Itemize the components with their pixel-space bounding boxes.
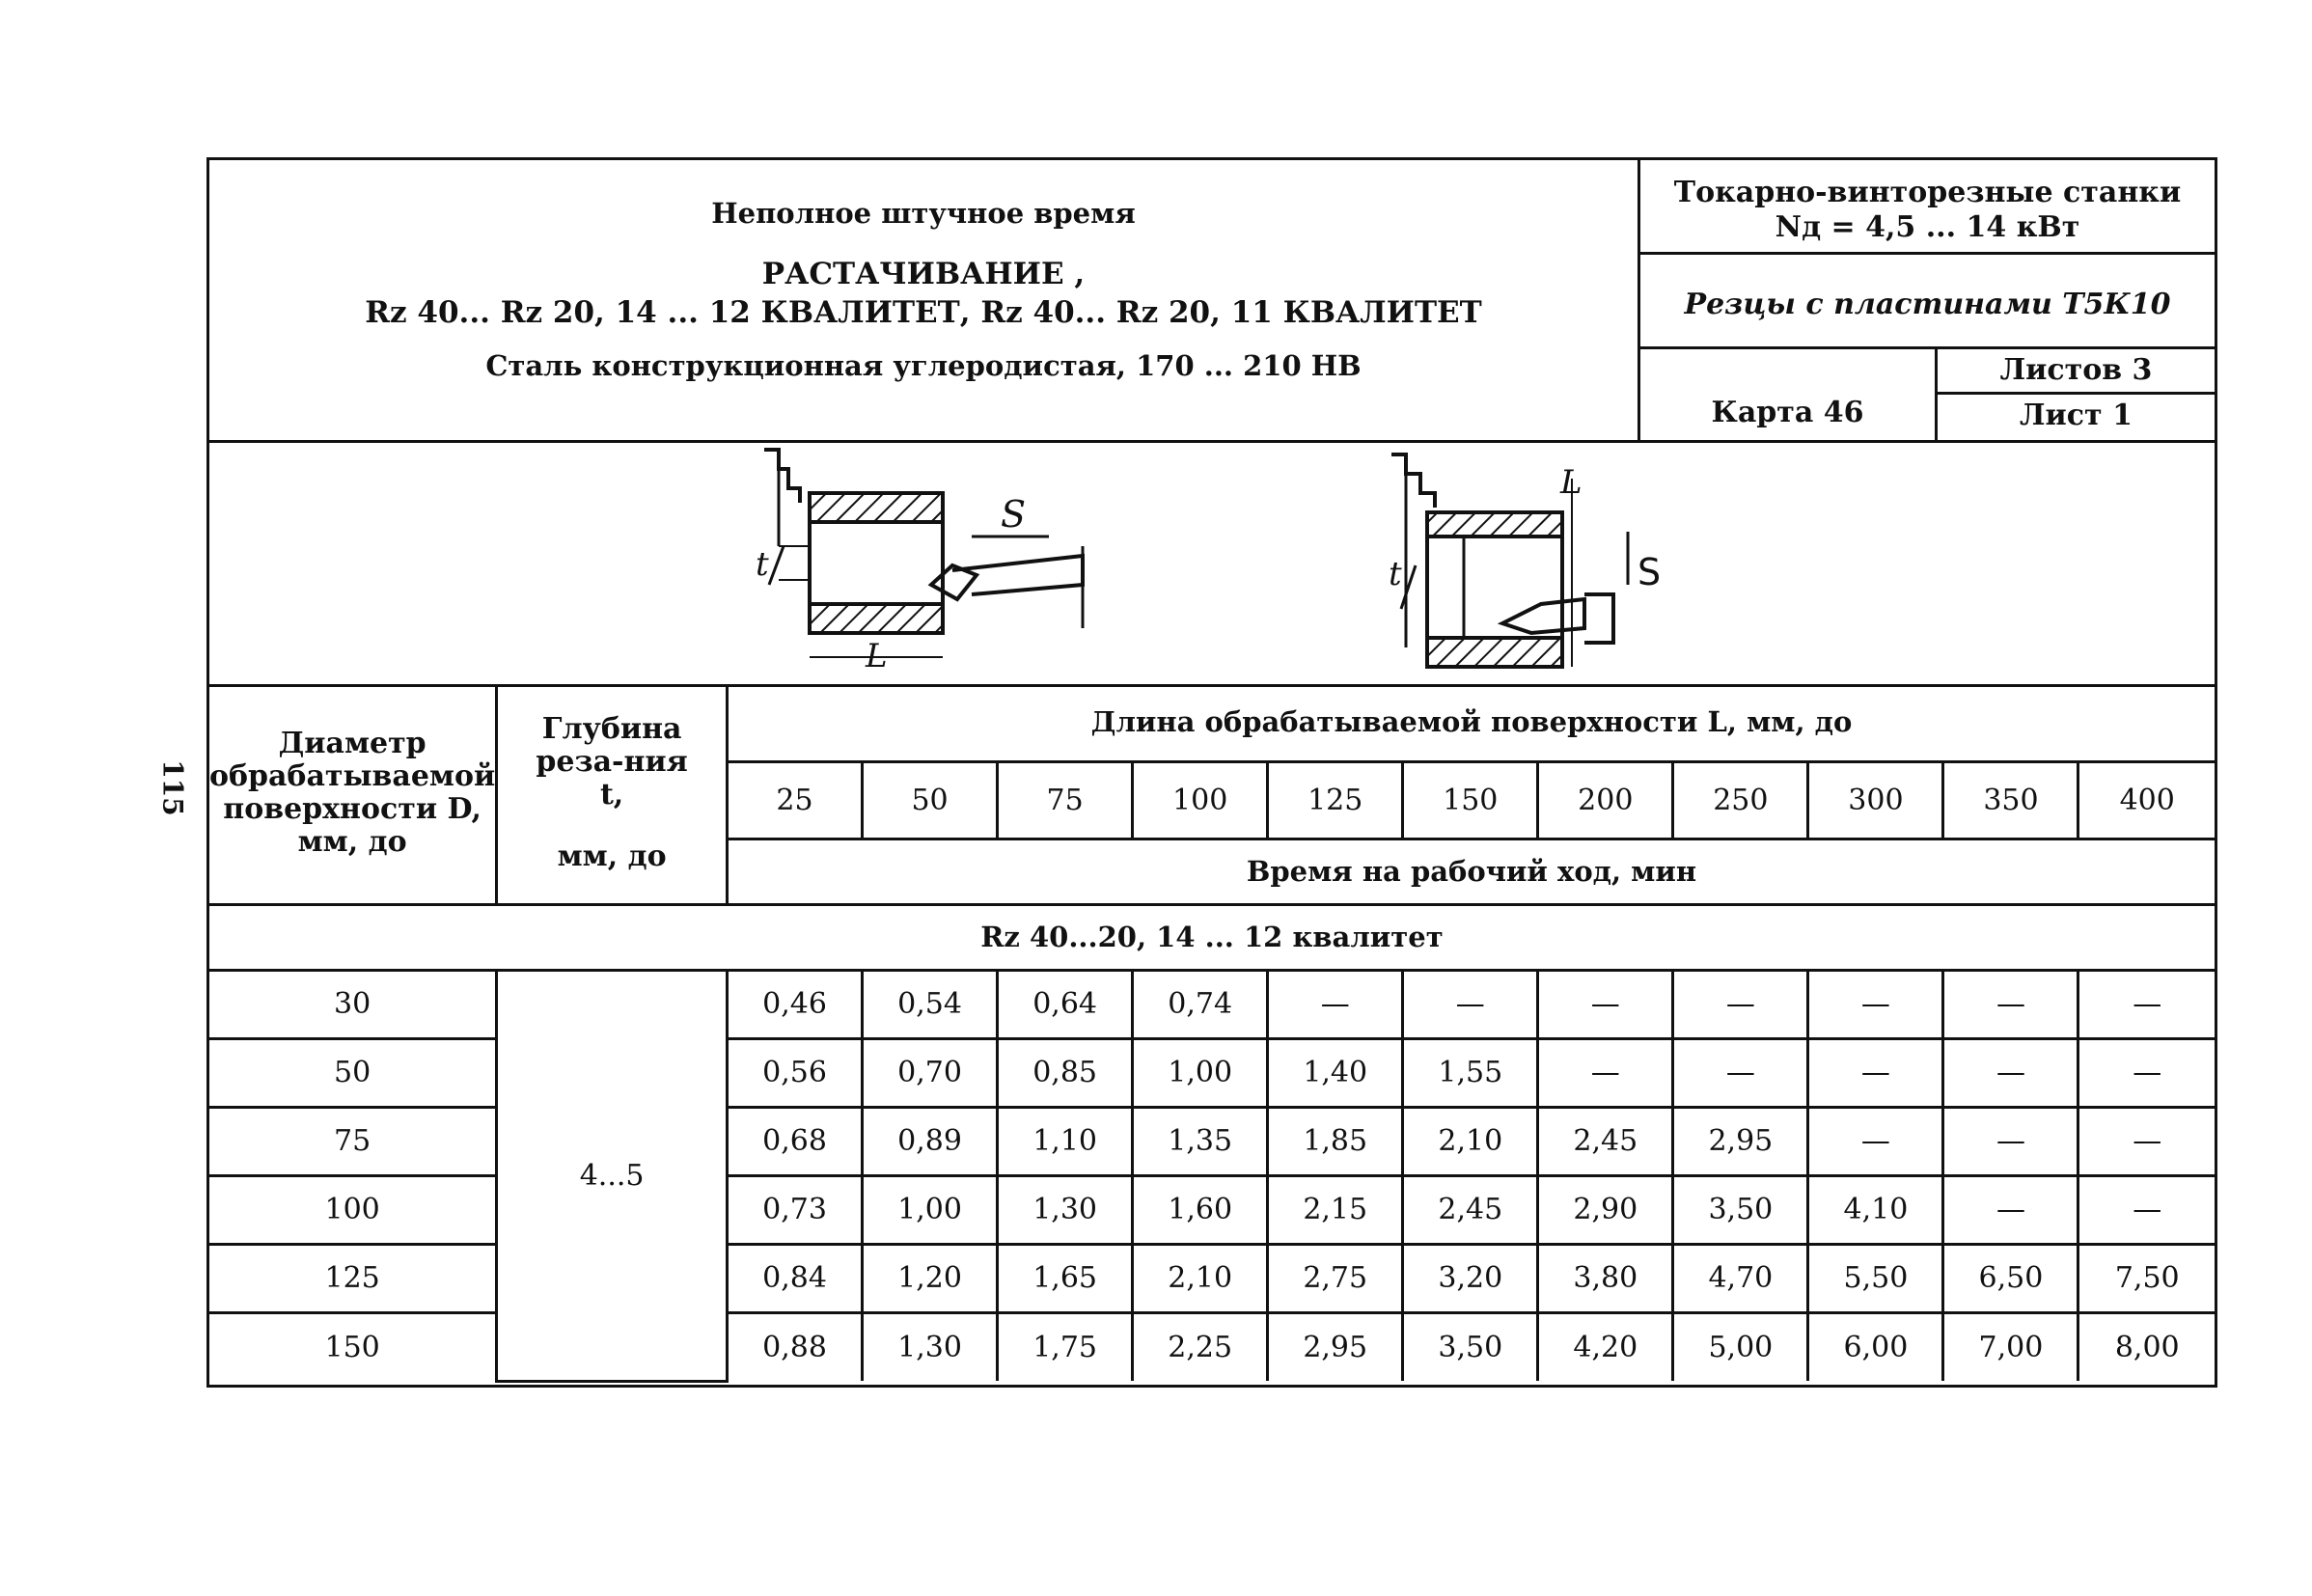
time-cell: 0,89 [863,1107,998,1175]
time-cell: 0,73 [728,1175,863,1244]
time-cell: — [1268,970,1403,1038]
diameter-cell: 125 [209,1244,497,1312]
time-cell: — [2078,1038,2215,1107]
time-cell: 3,20 [1403,1244,1538,1312]
time-cell: 2,45 [1403,1175,1538,1244]
time-cell: 0,56 [728,1038,863,1107]
sheet-number: Лист 1 [2020,399,2133,432]
length-value: 300 [1808,761,1943,839]
machine-line-1: Токарно-винторезные станки [1673,176,2182,209]
time-cell: 6,00 [1808,1312,1943,1381]
diameter-cell: 50 [209,1038,497,1107]
boring-sketches [209,440,2215,687]
depth-header-unit: мм, до [557,839,667,874]
time-cell: 1,85 [1268,1107,1403,1175]
time-cell: 2,95 [1268,1312,1403,1381]
length-value: 25 [728,761,863,839]
time-cell: 2,75 [1268,1244,1403,1312]
depth-column-header [497,684,728,904]
time-cell: 1,65 [998,1244,1133,1312]
time-cell: 0,70 [863,1038,998,1107]
sketch-a-depth-label: t [756,545,769,584]
time-cell: — [2078,1107,2215,1175]
time-cell: 7,00 [1943,1312,2078,1381]
length-value: 150 [1403,761,1538,839]
time-cell: — [1808,1107,1943,1175]
time-cell: 1,75 [998,1312,1133,1381]
operation-title: РАСТАЧИВАНИЕ , [761,257,1086,291]
sketch-b-feed-label: S [1638,551,1662,593]
time-cell: 0,84 [728,1244,863,1312]
sketch-a-length-label: L [866,637,888,675]
time-cell: 7,50 [2078,1244,2215,1312]
machine-type [1640,160,2215,255]
time-cell: 6,50 [1943,1244,2078,1312]
time-cell: 2,90 [1538,1175,1673,1244]
length-value: 250 [1673,761,1808,839]
depth-cell: 4...5 [497,970,728,1381]
time-cell: — [1943,1175,2078,1244]
info-block [1640,160,2215,440]
time-cell: 5,50 [1808,1244,1943,1312]
diameter-cell: 100 [209,1175,497,1244]
title-line-1: Неполное штучное время [711,197,1136,230]
time-cell: 1,35 [1133,1107,1268,1175]
time-cell: 4,70 [1673,1244,1808,1312]
length-value: 350 [1943,761,2078,839]
time-cell: 0,74 [1133,970,1268,1038]
time-cell: — [1943,1038,2078,1107]
time-cell: 0,85 [998,1038,1133,1107]
time-cell: 3,80 [1538,1244,1673,1312]
time-cell: 3,50 [1403,1312,1538,1381]
sketch-a [764,450,1083,657]
length-value: 125 [1268,761,1403,839]
time-cell: 3,50 [1673,1175,1808,1244]
machine-power: Nд = 4,5 ... 14 кВт [1775,210,2080,244]
time-cell: — [1943,1107,2078,1175]
time-cell: 1,30 [863,1312,998,1381]
card-number: Карта 46 [1640,349,1938,440]
time-cell: 1,00 [863,1175,998,1244]
section-title: Rz 40...20, 14 ... 12 квалитет [209,904,2215,970]
card-header [209,160,2215,443]
time-cell: 0,88 [728,1312,863,1381]
sketch-a-feed-label: S [1001,493,1027,536]
time-cell: 1,00 [1133,1038,1268,1107]
sketch-drawing [209,440,2215,684]
diameter-cell: 30 [209,970,497,1038]
sheets-total: Листов 3 [1938,349,2215,395]
time-cell: 1,30 [998,1175,1133,1244]
time-cell: — [2078,1175,2215,1244]
time-cell: 0,64 [998,970,1133,1038]
material: Сталь конструкционная углеродистая, 170 ... 210 НВ [485,349,1362,382]
time-cell: — [2078,970,2215,1038]
depth-header-symbol: t, [599,778,624,812]
diameter-column-header: Диаметр обрабатываемой поверхности D, мм, до [209,684,497,904]
diameter-cell: 75 [209,1107,497,1175]
time-cell: 2,15 [1268,1175,1403,1244]
sketch-b-length-label: L [1560,463,1583,502]
roughness-grade: Rz 40... Rz 20, 14 ... 12 КВАЛИТЕТ, Rz 40... Rz 20, 11 КВАЛИТЕТ [365,295,1482,330]
page-number: 115 [156,759,189,816]
time-cell: 0,46 [728,970,863,1038]
time-cell: — [1673,1038,1808,1107]
time-cell: — [1403,970,1538,1038]
sketch-b-depth-label: t [1389,555,1402,593]
length-value: 50 [863,761,998,839]
norm-card [206,157,2217,1388]
time-norms-table [209,684,2215,1383]
title-block [209,160,1640,440]
diameter-cell: 150 [209,1312,497,1381]
table-row [209,970,2215,1038]
time-cell: 2,10 [1133,1244,1268,1312]
depth-header-title: Глубина реза-ния [536,712,688,780]
length-value: 100 [1133,761,1268,839]
length-value: 400 [2078,761,2215,839]
time-cell: 1,20 [863,1244,998,1312]
time-cell: 2,95 [1673,1107,1808,1175]
time-cell: — [1538,1038,1673,1107]
time-cell: 0,54 [863,970,998,1038]
time-cell: 4,10 [1808,1175,1943,1244]
time-cell: — [1808,1038,1943,1107]
time-cell: 1,10 [998,1107,1133,1175]
time-cell: 0,68 [728,1107,863,1175]
time-header: Время на рабочий ход, мин [728,839,2216,904]
sketch-b [1391,454,1628,667]
time-cell: 1,40 [1268,1038,1403,1107]
time-cell: — [1808,970,1943,1038]
length-header: Длина обрабатываемой поверхности L, мм, до [728,684,2216,761]
time-cell: 5,00 [1673,1312,1808,1381]
length-value: 75 [998,761,1133,839]
time-cell: — [1538,970,1673,1038]
time-cell: 2,45 [1538,1107,1673,1175]
time-cell: 4,20 [1538,1312,1673,1381]
time-cell: — [1943,970,2078,1038]
time-cell: 1,60 [1133,1175,1268,1244]
length-value: 200 [1538,761,1673,839]
time-cell: 8,00 [2078,1312,2215,1381]
time-cell: 2,25 [1133,1312,1268,1381]
time-cell: — [1673,970,1808,1038]
time-cell: 1,55 [1403,1038,1538,1107]
time-cell: 2,10 [1403,1107,1538,1175]
tool-type: Резцы с пластинами Т5К10 [1640,255,2215,349]
